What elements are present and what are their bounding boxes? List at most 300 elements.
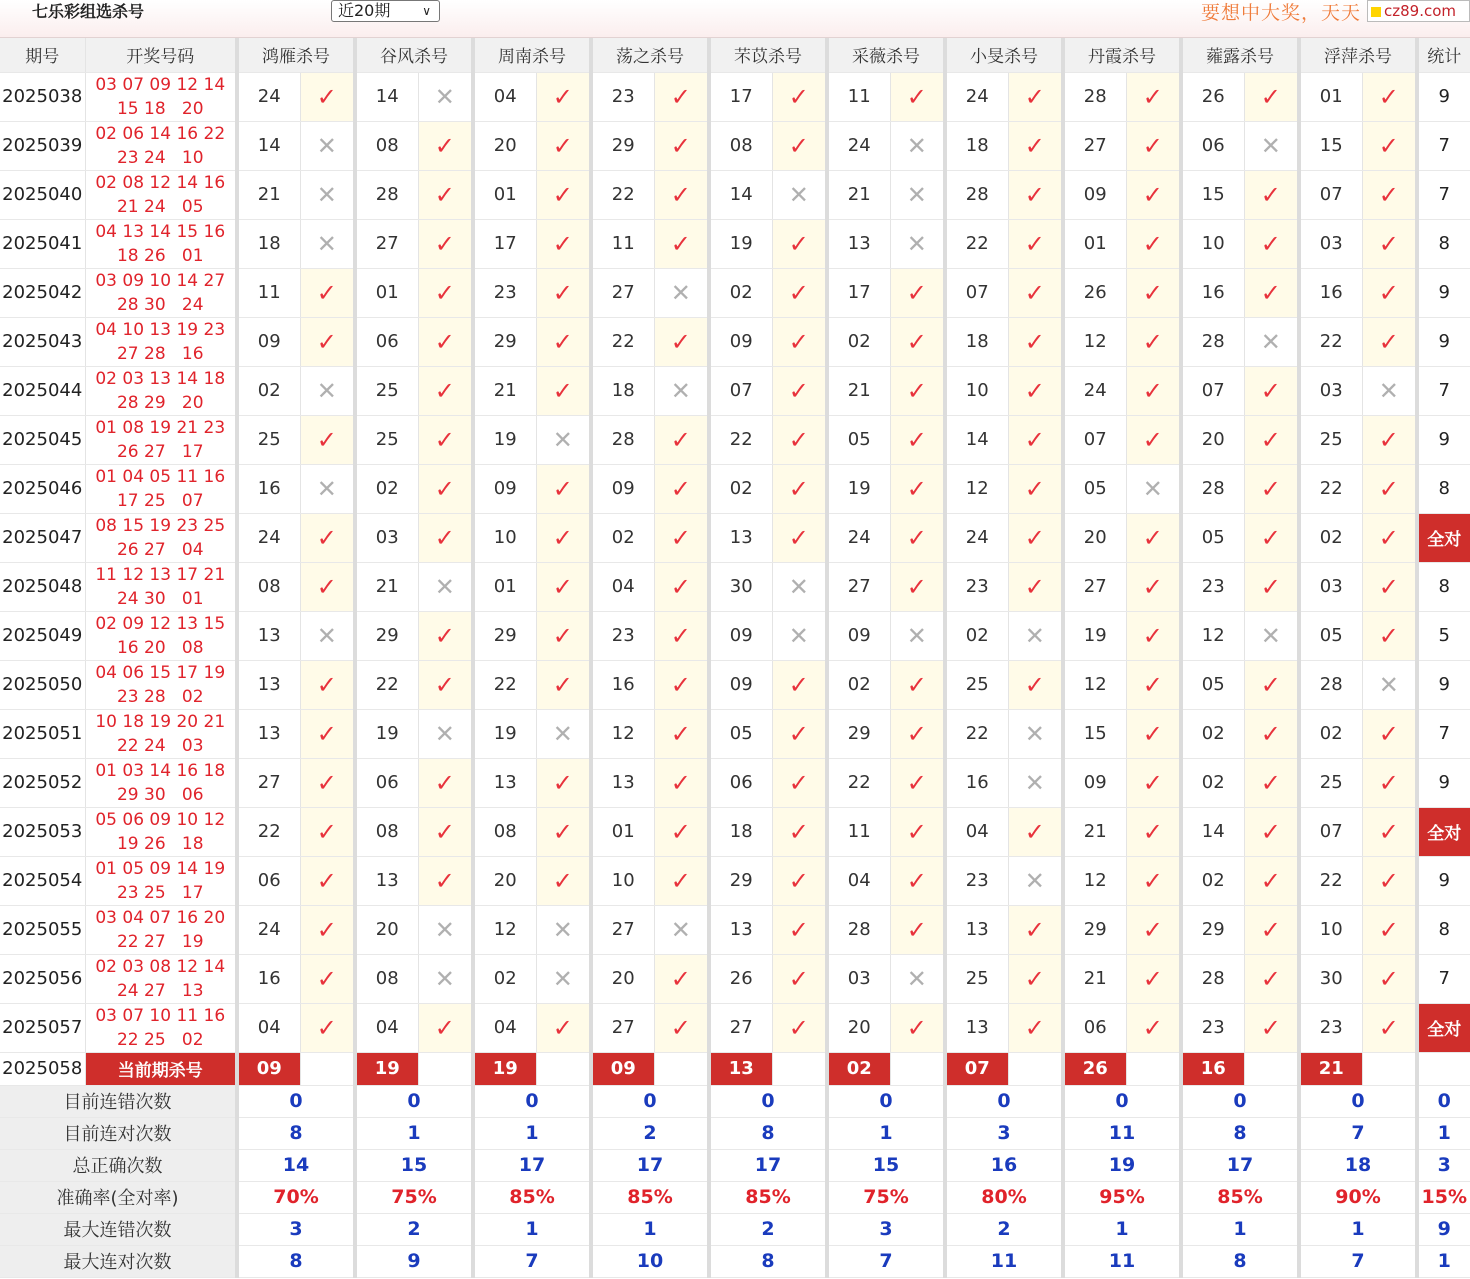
draw-numbers-cell [85, 1003, 237, 1052]
correct-count-cell: 7 [1417, 121, 1470, 170]
summary-value: 8 [709, 1117, 827, 1149]
draw-number-special: 02 [181, 686, 204, 707]
promo-slogan[interactable]: 要想中大奖，天天 [1201, 2, 1362, 24]
draw-numbers-main: 16 20 [116, 637, 166, 658]
draw-numbers-line2 [86, 685, 236, 709]
draw-numbers-line2 [86, 195, 236, 219]
draw-numbers-line2 [86, 391, 236, 415]
empty-cell [536, 1052, 591, 1085]
summary-value: 0 [709, 1085, 827, 1117]
check-icon: ✓ [1008, 121, 1063, 170]
check-icon: ✓ [890, 1003, 945, 1052]
period-cell: 2025049 [0, 611, 85, 660]
check-icon: ✓ [654, 415, 709, 464]
draw-number-special: 01 [181, 588, 204, 609]
draw-numbers-cell [85, 268, 237, 317]
check-icon: ✓ [418, 1003, 473, 1052]
kill-number-cell: 13 [355, 856, 418, 905]
table-row [0, 219, 1470, 268]
draw-numbers-line1: 03 09 10 14 27 [95, 270, 226, 291]
summary-value: 17 [591, 1149, 709, 1181]
kill-number-cell: 04 [591, 562, 654, 611]
number-gap [166, 785, 182, 805]
number-gap [166, 687, 182, 707]
period-cell: 2025045 [0, 415, 85, 464]
check-icon: ✓ [772, 954, 827, 1003]
check-icon: ✓ [1008, 513, 1063, 562]
draw-numbers-cell [85, 807, 237, 856]
period-cell: 2025052 [0, 758, 85, 807]
kill-number-cell: 28 [1063, 72, 1126, 121]
summary-value: 80% [945, 1181, 1063, 1213]
check-icon: ✓ [1008, 905, 1063, 954]
summary-value: 11 [1063, 1245, 1181, 1277]
kill-number-cell: 28 [827, 905, 890, 954]
period-cell: 2025053 [0, 807, 85, 856]
table-row [0, 562, 1470, 611]
draw-number-special: 20 [181, 98, 204, 119]
kill-number-cell: 25 [355, 366, 418, 415]
check-icon: ✓ [772, 660, 827, 709]
kill-number-cell: 08 [355, 807, 418, 856]
correct-count-cell: 9 [1417, 72, 1470, 121]
header-expert: 周南杀号 [473, 38, 591, 72]
draw-numbers-line1: 10 18 19 20 21 [95, 711, 226, 732]
cross-icon: ✕ [300, 121, 355, 170]
check-icon: ✓ [418, 170, 473, 219]
cross-icon: ✕ [890, 170, 945, 219]
kill-number-cell: 07 [709, 366, 772, 415]
kill-number-cell: 27 [827, 562, 890, 611]
check-icon: ✓ [1244, 1003, 1299, 1052]
check-icon: ✓ [772, 415, 827, 464]
check-icon: ✓ [890, 366, 945, 415]
check-icon: ✓ [418, 464, 473, 513]
draw-numbers-main: 23 25 [116, 882, 166, 903]
site-logo[interactable] [1367, 0, 1470, 22]
correct-count-cell: 8 [1417, 905, 1470, 954]
kill-number-cell: 05 [1181, 513, 1244, 562]
kill-number-cell: 22 [945, 219, 1008, 268]
kill-number-cell: 12 [1181, 611, 1244, 660]
empty-cell [1362, 1052, 1417, 1085]
correct-count-cell: 7 [1417, 709, 1470, 758]
check-icon: ✓ [1008, 660, 1063, 709]
period-cell: 2025055 [0, 905, 85, 954]
current-kill-number: 02 [827, 1052, 890, 1085]
correct-count-cell: 8 [1417, 219, 1470, 268]
draw-number-special: 04 [181, 539, 204, 560]
check-icon: ✓ [1244, 660, 1299, 709]
kill-number-cell: 28 [945, 170, 1008, 219]
table-row [0, 660, 1470, 709]
header-expert: 谷风杀号 [355, 38, 473, 72]
table-row [0, 905, 1470, 954]
correct-count-cell: 9 [1417, 758, 1470, 807]
check-icon: ✓ [1362, 464, 1417, 513]
draw-numbers-line1: 01 03 14 16 18 [95, 760, 226, 781]
draw-numbers-line1: 01 08 19 21 23 [95, 417, 226, 438]
kill-number-cell: 01 [591, 807, 654, 856]
correct-count-cell: 8 [1417, 464, 1470, 513]
summary-value: 8 [1181, 1117, 1299, 1149]
kill-number-cell: 01 [1063, 219, 1126, 268]
kill-number-cell: 07 [945, 268, 1008, 317]
kill-number-cell: 03 [1299, 366, 1362, 415]
kill-number-cell: 20 [473, 856, 536, 905]
table-row [0, 317, 1470, 366]
kill-number-cell: 06 [1181, 121, 1244, 170]
header-stat: 统计 [1417, 38, 1470, 72]
period-range-select[interactable] [331, 0, 440, 22]
period-cell: 2025041 [0, 219, 85, 268]
check-icon: ✓ [300, 954, 355, 1003]
kill-number-cell: 26 [1181, 72, 1244, 121]
draw-number-special: 13 [181, 980, 204, 1001]
summary-value: 8 [237, 1245, 355, 1277]
draw-numbers-cell [85, 905, 237, 954]
kill-number-cell: 23 [1181, 1003, 1244, 1052]
kill-number-cell: 03 [1299, 562, 1362, 611]
summary-value: 1 [827, 1117, 945, 1149]
check-icon: ✓ [1362, 268, 1417, 317]
kill-number-cell: 21 [473, 366, 536, 415]
header-expert: 丹霞杀号 [1063, 38, 1181, 72]
check-icon: ✓ [654, 856, 709, 905]
check-icon: ✓ [1244, 219, 1299, 268]
summary-stat-value: 0 [1417, 1085, 1470, 1117]
cross-icon: ✕ [418, 954, 473, 1003]
draw-numbers-main: 24 30 [116, 588, 166, 609]
kill-number-cell: 12 [1063, 856, 1126, 905]
check-icon: ✓ [654, 317, 709, 366]
period-cell: 2025050 [0, 660, 85, 709]
summary-value: 16 [945, 1149, 1063, 1181]
check-icon: ✓ [654, 758, 709, 807]
check-icon: ✓ [1008, 464, 1063, 513]
logo-text: cz89.com [1384, 2, 1457, 20]
summary-value: 85% [473, 1181, 591, 1213]
draw-numbers-line1: 05 06 09 10 12 [95, 809, 226, 830]
summary-value: 10 [591, 1245, 709, 1277]
kill-number-cell: 27 [591, 268, 654, 317]
period-cell: 2025047 [0, 513, 85, 562]
kill-number-cell: 14 [355, 72, 418, 121]
kill-number-cell: 09 [827, 611, 890, 660]
check-icon: ✓ [1244, 562, 1299, 611]
check-icon: ✓ [1126, 660, 1181, 709]
kill-number-cell: 21 [827, 366, 890, 415]
check-icon: ✓ [536, 366, 591, 415]
check-icon: ✓ [1008, 415, 1063, 464]
kill-number-cell: 24 [827, 513, 890, 562]
kill-number-cell: 26 [1063, 268, 1126, 317]
period-cell: 2025051 [0, 709, 85, 758]
summary-value: 3 [945, 1117, 1063, 1149]
summary-value: 8 [237, 1117, 355, 1149]
kill-number-cell: 29 [1063, 905, 1126, 954]
check-icon: ✓ [1126, 415, 1181, 464]
kill-number-cell: 16 [1299, 268, 1362, 317]
check-icon: ✓ [772, 72, 827, 121]
check-icon: ✓ [536, 219, 591, 268]
check-icon: ✓ [536, 611, 591, 660]
check-icon: ✓ [418, 268, 473, 317]
header-expert: 采薇杀号 [827, 38, 945, 72]
kill-number-cell: 23 [1299, 1003, 1362, 1052]
check-icon: ✓ [772, 709, 827, 758]
check-icon: ✓ [890, 268, 945, 317]
draw-numbers-main: 22 27 [116, 931, 166, 952]
kill-number-cell: 04 [945, 807, 1008, 856]
draw-numbers-cell [85, 660, 237, 709]
correct-count-cell: 9 [1417, 268, 1470, 317]
summary-value: 90% [1299, 1181, 1417, 1213]
kill-number-cell: 16 [945, 758, 1008, 807]
kill-number-cell: 13 [945, 905, 1008, 954]
kill-number-cell: 12 [591, 709, 654, 758]
kill-number-cell: 22 [237, 807, 300, 856]
kill-number-cell: 01 [473, 170, 536, 219]
check-icon: ✓ [772, 317, 827, 366]
check-icon: ✓ [1362, 611, 1417, 660]
cross-icon: ✕ [1362, 660, 1417, 709]
summary-label: 最大连错次数 [0, 1213, 237, 1245]
check-icon: ✓ [1008, 807, 1063, 856]
kill-number-cell: 11 [827, 807, 890, 856]
draw-numbers-main: 21 24 [116, 196, 166, 217]
kill-number-cell: 04 [827, 856, 890, 905]
draw-numbers-line1: 04 06 15 17 19 [95, 662, 226, 683]
kill-number-cell: 04 [473, 1003, 536, 1052]
summary-value: 1 [591, 1213, 709, 1245]
draw-number-special: 08 [181, 637, 204, 658]
check-icon: ✓ [1126, 905, 1181, 954]
cross-icon: ✕ [536, 415, 591, 464]
check-icon: ✓ [300, 758, 355, 807]
check-icon: ✓ [1362, 758, 1417, 807]
kill-number-cell: 30 [1299, 954, 1362, 1003]
check-icon: ✓ [418, 807, 473, 856]
check-icon: ✓ [300, 513, 355, 562]
summary-stat-value: 15% [1417, 1181, 1470, 1213]
check-icon: ✓ [1126, 611, 1181, 660]
draw-number-special: 06 [181, 784, 204, 805]
draw-numbers-main: 23 24 [116, 147, 166, 168]
draw-numbers-main: 28 29 [116, 392, 166, 413]
kill-number-cell: 15 [1181, 170, 1244, 219]
cross-icon: ✕ [418, 709, 473, 758]
draw-numbers-cell [85, 513, 237, 562]
table-row [0, 121, 1470, 170]
cross-icon: ✕ [890, 954, 945, 1003]
draw-numbers-line2 [86, 244, 236, 268]
correct-count-cell: 7 [1417, 170, 1470, 219]
check-icon: ✓ [1244, 415, 1299, 464]
draw-numbers-line2 [86, 440, 236, 464]
kill-number-cell: 21 [827, 170, 890, 219]
summary-value: 17 [473, 1149, 591, 1181]
check-icon: ✓ [300, 1003, 355, 1052]
summary-row [0, 1213, 1470, 1245]
kill-number-cell: 28 [355, 170, 418, 219]
draw-numbers-line2 [86, 146, 236, 170]
kill-number-cell: 03 [827, 954, 890, 1003]
draw-number-special: 01 [181, 245, 204, 266]
kill-number-cell: 19 [1063, 611, 1126, 660]
header-period: 期号 [0, 38, 85, 72]
current-kill-number: 09 [591, 1052, 654, 1085]
period-cell: 2025042 [0, 268, 85, 317]
kill-number-cell: 06 [355, 758, 418, 807]
period-cell: 2025044 [0, 366, 85, 415]
check-icon: ✓ [300, 856, 355, 905]
summary-value: 7 [827, 1245, 945, 1277]
kill-number-cell: 27 [355, 219, 418, 268]
cross-icon: ✕ [1008, 856, 1063, 905]
check-icon: ✓ [890, 709, 945, 758]
cross-icon: ✕ [418, 905, 473, 954]
check-icon: ✓ [654, 464, 709, 513]
check-icon: ✓ [890, 317, 945, 366]
kill-number-cell: 04 [237, 1003, 300, 1052]
kill-number-cell: 15 [1063, 709, 1126, 758]
draw-numbers-line2 [86, 636, 236, 660]
summary-value: 7 [473, 1245, 591, 1277]
summary-value: 8 [709, 1245, 827, 1277]
draw-numbers-line1: 01 04 05 11 16 [95, 466, 226, 487]
number-gap [166, 883, 182, 903]
summary-row [0, 1245, 1470, 1277]
cross-icon: ✕ [772, 170, 827, 219]
draw-number-special: 05 [181, 196, 204, 217]
draw-numbers-line1: 02 03 13 14 18 [95, 368, 226, 389]
check-icon: ✓ [536, 660, 591, 709]
check-icon: ✓ [418, 366, 473, 415]
cross-icon: ✕ [1008, 709, 1063, 758]
cross-icon: ✕ [1126, 464, 1181, 513]
kill-number-cell: 13 [709, 905, 772, 954]
kill-number-cell: 02 [1299, 513, 1362, 562]
kill-number-cell: 12 [1063, 660, 1126, 709]
kill-number-cell: 19 [709, 219, 772, 268]
check-icon: ✓ [654, 72, 709, 121]
table-row [0, 611, 1470, 660]
draw-numbers-main: 22 24 [116, 735, 166, 756]
check-icon: ✓ [1126, 758, 1181, 807]
draw-numbers-line2 [86, 832, 236, 856]
kill-number-cell: 02 [709, 268, 772, 317]
kill-number-cell: 29 [355, 611, 418, 660]
check-icon: ✓ [1362, 415, 1417, 464]
draw-numbers-line2 [86, 734, 236, 758]
kill-number-cell: 28 [1181, 954, 1244, 1003]
kill-number-cell: 16 [237, 464, 300, 513]
draw-numbers-line2 [86, 587, 236, 611]
correct-count-cell: 8 [1417, 562, 1470, 611]
kill-number-cell: 29 [1181, 905, 1244, 954]
kill-number-cell: 11 [591, 219, 654, 268]
kill-number-cell: 24 [237, 72, 300, 121]
check-icon: ✓ [890, 562, 945, 611]
kill-number-cell: 20 [827, 1003, 890, 1052]
check-icon: ✓ [418, 758, 473, 807]
kill-number-cell: 09 [709, 317, 772, 366]
check-icon: ✓ [1244, 268, 1299, 317]
kill-number-cell: 23 [591, 611, 654, 660]
period-cell: 2025038 [0, 72, 85, 121]
check-icon: ✓ [890, 807, 945, 856]
kill-number-cell: 20 [473, 121, 536, 170]
summary-value: 9 [355, 1245, 473, 1277]
kill-number-cell: 01 [355, 268, 418, 317]
current-kill-number: 19 [355, 1052, 418, 1085]
check-icon: ✓ [1362, 856, 1417, 905]
number-gap [166, 932, 182, 952]
header-expert: 荡之杀号 [591, 38, 709, 72]
summary-value: 7 [1299, 1245, 1417, 1277]
summary-label: 总正确次数 [0, 1149, 237, 1181]
table-row [0, 807, 1470, 856]
check-icon: ✓ [1008, 170, 1063, 219]
kill-number-cell: 13 [945, 1003, 1008, 1052]
check-icon: ✓ [1126, 170, 1181, 219]
kill-number-cell: 25 [355, 415, 418, 464]
kill-number-cell: 22 [591, 317, 654, 366]
kill-number-cell: 23 [945, 562, 1008, 611]
kill-number-cell: 17 [827, 268, 890, 317]
cross-icon: ✕ [300, 611, 355, 660]
summary-value: 0 [827, 1085, 945, 1117]
kill-number-cell: 01 [473, 562, 536, 611]
correct-count-cell: 5 [1417, 611, 1470, 660]
summary-value: 7 [1299, 1117, 1417, 1149]
kill-number-cell: 20 [591, 954, 654, 1003]
draw-numbers-cell [85, 709, 237, 758]
header-expert: 鸿雁杀号 [237, 38, 355, 72]
kill-number-cell: 27 [1063, 121, 1126, 170]
summary-value: 15 [827, 1149, 945, 1181]
kill-number-cell: 09 [591, 464, 654, 513]
kill-number-cell: 28 [1181, 317, 1244, 366]
check-icon: ✓ [418, 856, 473, 905]
draw-number-special: 03 [181, 735, 204, 756]
kill-number-cell: 29 [709, 856, 772, 905]
draw-number-special: 24 [181, 294, 204, 315]
period-cell: 2025043 [0, 317, 85, 366]
summary-value: 0 [1063, 1085, 1181, 1117]
summary-value: 85% [591, 1181, 709, 1213]
current-kill-label: 当前期杀号 [85, 1052, 237, 1085]
check-icon: ✓ [1362, 709, 1417, 758]
check-icon: ✓ [772, 366, 827, 415]
kill-number-cell: 01 [1299, 72, 1362, 121]
draw-numbers-main: 22 25 [116, 1029, 166, 1050]
draw-number-special: 02 [181, 1029, 204, 1050]
draw-numbers-line1: 08 15 19 23 25 [95, 515, 226, 536]
summary-value: 11 [1063, 1117, 1181, 1149]
kill-number-cell: 21 [1063, 954, 1126, 1003]
kill-number-cell: 05 [827, 415, 890, 464]
kill-number-cell: 18 [237, 219, 300, 268]
check-icon: ✓ [1126, 366, 1181, 415]
number-gap [166, 197, 182, 217]
draw-numbers-line1: 02 08 12 14 16 [95, 172, 226, 193]
header-numbers: 开奖号码 [85, 38, 237, 72]
kill-number-cell: 27 [591, 1003, 654, 1052]
check-icon: ✓ [1008, 72, 1063, 121]
kill-number-cell: 22 [355, 660, 418, 709]
